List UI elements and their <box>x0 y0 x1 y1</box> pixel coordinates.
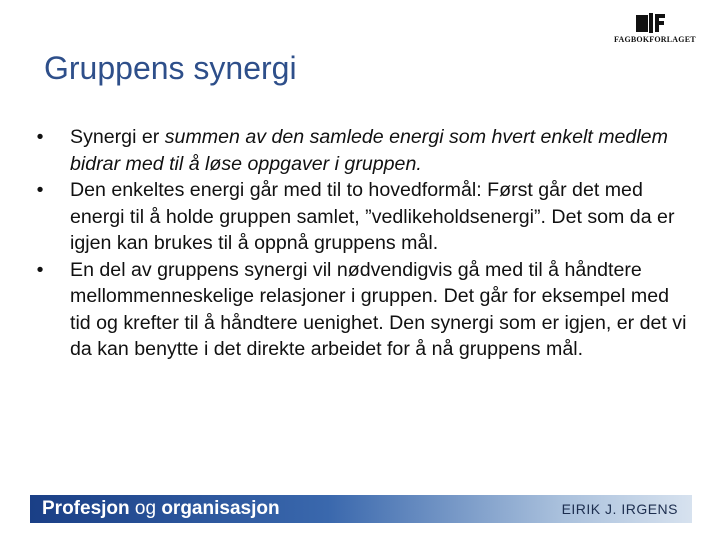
book-title-connector: og <box>129 498 162 519</box>
publisher-logo <box>614 12 696 48</box>
author-name: EIRIK J. IRGENS <box>561 501 678 517</box>
book-title-part: Profesjon <box>42 498 130 519</box>
publisher-name: FAGBOKFORLAGET <box>614 35 696 44</box>
bullet-item <box>30 257 690 363</box>
footer-bar <box>30 495 692 523</box>
bullet-text: Synergi er <box>70 126 165 148</box>
bullet-dot: • <box>36 179 44 201</box>
bullet-item <box>30 124 690 177</box>
bullet-list <box>30 124 690 363</box>
book-logo-icon <box>636 12 666 34</box>
bullet-item <box>30 177 690 257</box>
bullet-dot: • <box>36 258 44 281</box>
bullet-dot: • <box>36 126 44 148</box>
book-title <box>42 498 280 520</box>
bullet-emphasis: summen av den samlede energi som hvert enkelt medlem bidrar med til å løse oppgaver i gruppen. <box>70 126 668 175</box>
book-title-part: organisasjon <box>161 498 280 519</box>
bullet-text: Den enkeltes energi går med til to hovedformål: Først går det med energi til å holde gruppen samlet, ”vedlikeholdsenergi”. Det som da er igjen kan brukes til å oppnå gruppens mål. <box>70 179 675 254</box>
bullet-text: En del av gruppens synergi vil nødvendigvis gå med til å håndtere mellommenneskelige relasjoner i gruppen. Det går for eksempel med tid og krefter til å håndtere uenighet. Den synergi som er igjen, er det vi da kan benytte i det direkte arbeidet for å nå gruppens mål. <box>70 258 687 360</box>
slide-title: Gruppens synergi <box>44 50 297 86</box>
